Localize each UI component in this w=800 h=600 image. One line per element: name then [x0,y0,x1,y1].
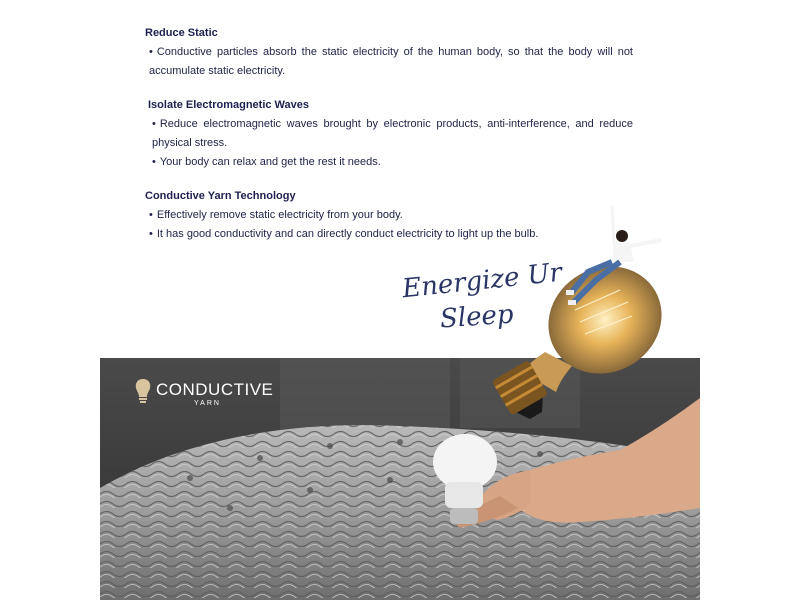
slogan-line-1: Energize Ur [400,257,564,305]
bullet-dot: • [149,46,153,58]
logo-wordmark: CONDUCTIVE [156,380,274,399]
bullet-text: Effectively remove static electricity from your body. [156,209,403,221]
bullet-text: Your body can relax and get the rest it needs. [159,156,381,168]
slogan-line-2: Sleep [439,299,515,335]
bullet-text: It has good conductivity and can directly conduct electricity to light up the bulb. [156,228,539,240]
section-title: Reduce Static [145,27,218,39]
bullet-dot: • [149,228,153,240]
section-title: Isolate Electromagnetic Waves [148,99,309,111]
bullet-dot: • [152,156,156,168]
bullet-dot: • [152,118,156,130]
section-title: Conductive Yarn Technology [145,190,296,202]
bullet-dot: • [149,209,153,221]
bullet-text: Reduce electromagnetic waves brought by electronic products, anti-interference, and reduce physical stress. [152,118,633,149]
logo-subtitle: YARN [194,400,221,407]
bullet-text: Conductive particles absorb the static electricity of the human body, so that the body will not accumulate static electricity. [149,46,633,77]
